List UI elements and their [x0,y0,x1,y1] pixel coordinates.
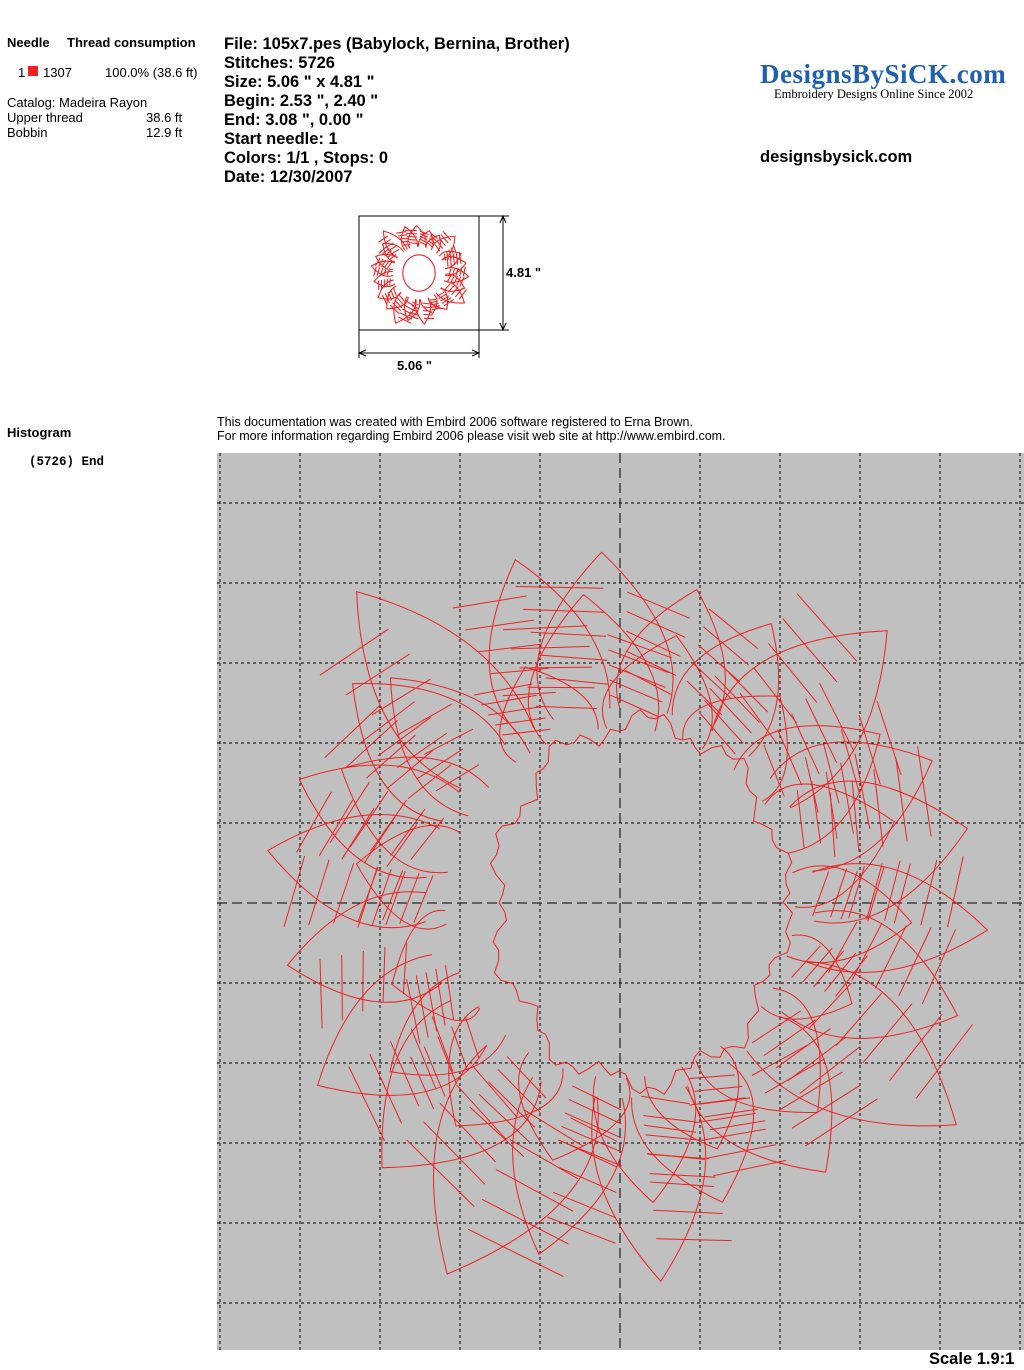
petal-outline [683,664,788,802]
software-notice [217,415,726,443]
logo-tagline: Embroidery Designs Online Since 2002 [774,87,974,101]
begin-coords: Begin: 2.53 ", 2.40 " [224,92,379,110]
thread-usage: 100.0% (38.6 ft) [105,65,198,80]
petal-outline [453,560,610,736]
catalog-label: Catalog: Madeira Rayon [7,95,148,110]
petal-outline [696,988,860,1112]
petal-outline [645,1046,766,1149]
brand-logo [760,59,1007,101]
thread-consumption-header: Thread consumption [67,35,196,50]
petal-outline [761,935,867,1019]
petal-outline [268,814,440,927]
upper-thread-value: 38.6 ft [146,110,183,125]
needle-number: 1 [18,65,26,80]
petal-outline [433,1045,598,1276]
end-coords: End: 3.08 ", 0.00 " [224,111,364,129]
design-size: Size: 5.06 " x 4.81 " [224,73,375,91]
thread-code: 1307 [43,65,72,80]
petal-outline [390,973,505,1109]
petal-outline [503,595,659,745]
stitch-preview [217,453,1024,1350]
petal-outline [359,678,530,816]
scale-label: Scale 1.9:1 [929,1350,1015,1368]
petal-outline [790,746,968,923]
petal-outline [288,892,443,1029]
petal-outline [782,911,958,1039]
petal-outline [297,765,460,878]
colors-stops: Colors: 1/1 , Stops: 0 [224,149,389,167]
histogram-title: Histogram [7,425,72,440]
height-dimension: 4.81 " [506,265,542,280]
design-info [224,35,570,187]
petal-outline [519,1052,630,1166]
flower-center-outline [491,710,793,1095]
design-date: Date: 12/30/2007 [224,168,353,186]
petal-outline [449,1007,563,1157]
file-name: File: 105x7.pes (Babylock, Bernina, Brother) [224,35,570,53]
preview-svg [217,453,1024,1350]
width-dimension: 5.06 " [397,358,433,373]
design-thumbnail [355,210,555,380]
sunflower-outline [268,552,988,1281]
histogram-entry: (5726) End [29,455,105,469]
upper-thread-label: Upper thread [7,110,83,125]
stitch-count: Stitches: 5726 [224,54,335,72]
start-needle: Start needle: 1 [224,130,338,148]
notice-line-2: For more information regarding Embird 2006 please visit web site at http://www.embird.com. [217,429,726,443]
logo-text: DesignsBySiCK.com [760,59,1007,89]
needle-header: Needle [7,35,50,50]
bobbin-value: 12.9 ft [146,125,183,140]
thread-color-swatch [28,66,38,76]
petal-outline [357,825,460,929]
petal-outline [632,1064,786,1202]
petal-outline [382,1000,541,1206]
notice-line-1: This documentation was created with Embird 2006 software registered to Erna Brown. [217,415,693,429]
bobbin-label: Bobbin [7,125,48,140]
website-link[interactable]: designsbysick.com [760,148,913,166]
preview-grid [217,453,1024,1350]
